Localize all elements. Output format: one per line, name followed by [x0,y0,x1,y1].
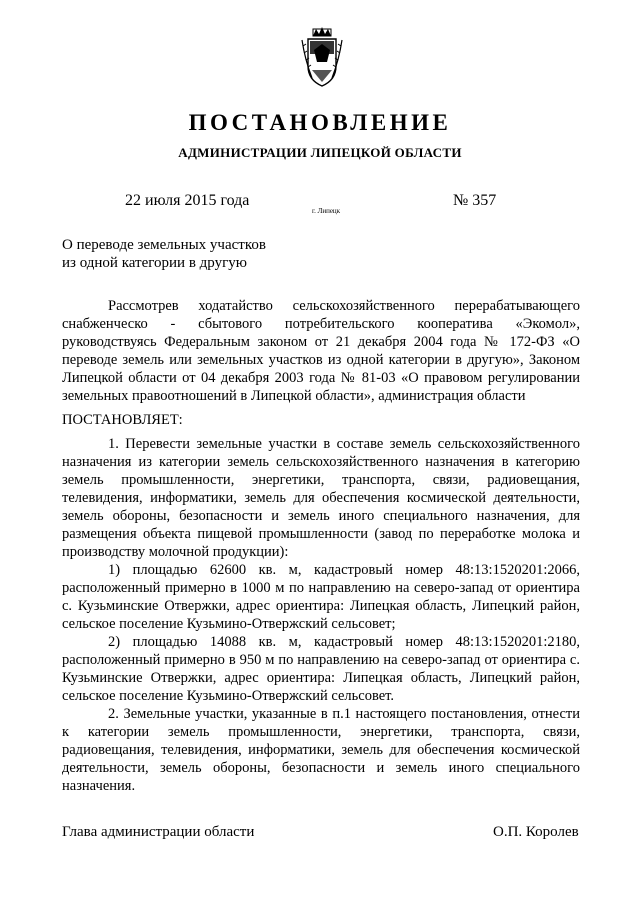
subject-line-2: из одной категории в другую [62,255,247,271]
document-body [62,297,580,795]
signatory-position: Глава администрации области [62,824,255,840]
preamble-paragraph: Рассмотрев ходатайство сельскохозяйственного перерабатывающего снабженческо - сбытового потребительского кооператива «Экомол», руководствуясь Федеральным законом от 21 декабря 2004 года № 172-ФЗ «О переводе земель или земельных участков из одной категории в другую», Законом Липецкой области от 04 декабря 2003 года № 81-03 «О правовом регулировании земельных правоотношений в Липецкой области», администрация области [62,298,580,404]
subject-line-1: О переводе земельных участков [62,237,266,253]
item-1-paragraph: 1. Перевести земельные участки в составе земель сельскохозяйственного назначения из категории земель сельскохозяйственного назначения в категорию земель промышленности, энергетики, транспорта, связи, радиовещания, телевидения, информатики, земель для обеспечения космической деятельности, земель обороны, безопасности и земель иного специального назначения, для размещения объекта пищевой промышленности (завод по переработке молока и производству молочной продукции): [62,436,580,560]
issuer-subtitle: АДМИНИСТРАЦИИ ЛИПЕЦКОЙ ОБЛАСТИ [178,145,462,160]
signatory-name: О.П. Королев [493,824,579,840]
document-subject [62,236,266,272]
document-date: 22 июля 2015 года [125,192,250,209]
document-type-title: ПОСТАНОВЛЕНИЕ [188,110,452,135]
item-1-2-paragraph: 2) площадью 14088 кв. м, кадастровый номер 48:13:1520201:2180, расположенный примерно в 950 м по направлению на северо-запад от ориентира с. Кузьминские Отвержки, адрес ориентира: Липецкая область, Липецкий район, сельское поселение Кузьмино-Отвержский сельсовет. [62,634,580,704]
document-city: г. Липецк [312,207,341,215]
item-2-paragraph: 2. Земельные участки, указанные в п.1 настоящего постановления, отнести к категории земель промышленности, энергетики, транспорта, связи, радиовещания, телевидения, информатики, земель для обеспечения космической деятельности, земель обороны, безопасности и земель иного специального назначения. [62,706,580,794]
item-1-1-paragraph: 1) площадью 62600 кв. м, кадастровый номер 48:13:1520201:2066, расположенный примерно в 1000 м по направлению на северо-запад от ориентира с. Кузьминские Отвержки, адрес ориентира: Липецкая область, Липецкий район, сельское поселение Кузьмино-Отвержский сельсовет; [62,562,580,632]
resolves-heading: ПОСТАНОВЛЯЕТ: [62,412,183,428]
document-number: № 357 [453,192,497,209]
coat-of-arms-icon [300,26,344,88]
